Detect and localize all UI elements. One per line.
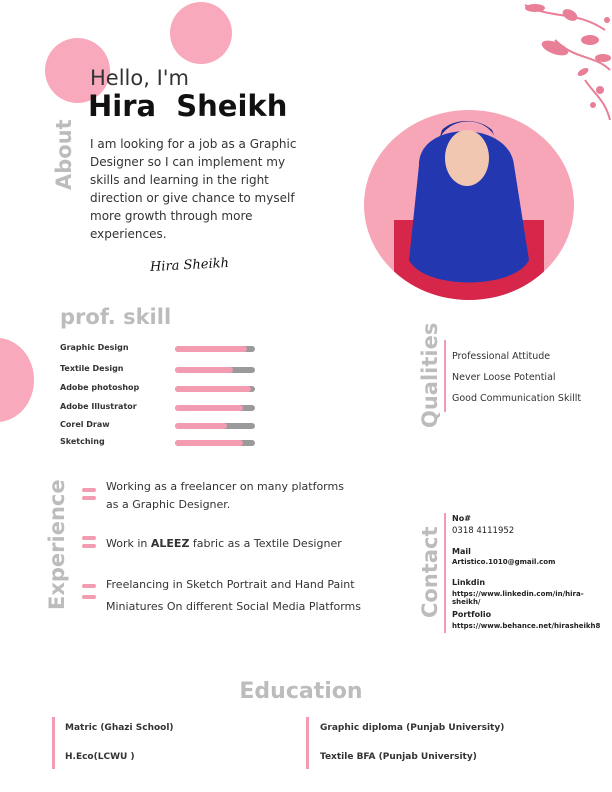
mail-label: Mail: [452, 547, 471, 556]
qualities-label: Qualities: [418, 322, 442, 428]
skill-level-bar: [175, 423, 255, 429]
skill-level-bar: [175, 440, 255, 446]
education-divider: [306, 717, 309, 769]
education-item: H.Eco(LCWU ): [65, 752, 135, 762]
skill-row: [60, 420, 260, 434]
skill-label: Adobe photoshop: [60, 383, 140, 392]
portrait-illustration: [364, 110, 574, 300]
skill-row: [60, 383, 260, 397]
skill-label: Corel Draw: [60, 420, 110, 429]
quality-item: Never Loose Potential: [452, 372, 556, 383]
skill-level-fill: [175, 405, 243, 411]
decor-circle-left: [0, 338, 34, 422]
qualities-divider: [444, 340, 446, 412]
experience-item-1: Working as a freelancer on many platforms as a Graphic Designer.: [106, 480, 344, 511]
education-item: Graphic diploma (Punjab University): [320, 723, 505, 733]
quality-item: Professional Attitude: [452, 351, 551, 362]
quality-item: Good Communication Skillt: [452, 393, 582, 404]
contact-label: Contact: [418, 526, 442, 618]
skill-row: [60, 437, 260, 451]
skill-row: [60, 343, 260, 357]
floral-ornament: [515, 0, 612, 135]
skill-label: Graphic Design: [60, 343, 129, 352]
education-item: Matric (Ghazi School): [65, 723, 174, 733]
education-title: Education: [239, 679, 363, 704]
linkedin-label: Linkdin: [452, 578, 486, 587]
skill-row: [60, 364, 260, 378]
skill-level-bar: [175, 386, 255, 392]
skill-level-fill: [175, 440, 243, 446]
portfolio-link[interactable]: https://www.behance.net/hirasheikh8: [452, 622, 601, 630]
education-divider: [52, 717, 55, 769]
experience-bullet: [82, 584, 96, 588]
skill-row: [60, 402, 260, 416]
skill-label: Textile Design: [60, 364, 124, 373]
linkedin-link[interactable]: https://www.linkedin.com/in/hira-sheikh/: [452, 590, 584, 606]
page-title: Hira Sheikh: [88, 89, 288, 123]
skill-level-fill: [175, 423, 227, 429]
skill-level-fill: [175, 346, 247, 352]
profile-photo: [364, 110, 574, 300]
portfolio-label: Portfolio: [452, 610, 492, 619]
experience-bullet: [82, 488, 96, 492]
skill-label: Sketching: [60, 437, 105, 446]
experience-bullet: [82, 496, 96, 500]
skill-level-bar: [175, 367, 255, 373]
experience-item-3: Freelancing in Sketch Portrait and Hand Paint Miniatures On different Social Media Platforms: [106, 578, 361, 613]
skills-title: prof. skill: [60, 305, 172, 329]
education-item: Textile BFA (Punjab University): [320, 752, 477, 762]
signature: Hira Sheikh: [149, 255, 230, 276]
phone-value: 0318 4111952: [452, 526, 515, 536]
contact-divider: [444, 513, 446, 633]
mail-link[interactable]: Artistico.1010@gmail.com: [452, 558, 556, 566]
phone-label: No#: [452, 514, 471, 523]
skill-label: Adobe Illustrator: [60, 402, 137, 411]
skill-level-bar: [175, 405, 255, 411]
greeting: Hello, I'm: [90, 66, 190, 90]
skill-level-bar: [175, 346, 255, 352]
experience-label: Experience: [45, 479, 69, 610]
experience-bullet: [82, 536, 96, 540]
decor-circle-top: [170, 2, 232, 64]
experience-bullet: [82, 544, 96, 548]
experience-bullet: [82, 595, 96, 599]
about-text: I am looking for a job as a Graphic Designer so I can implement my skills and learning in the right direction or give chance to myself more growth through more experiences.: [90, 137, 297, 241]
skill-level-fill: [175, 386, 251, 392]
experience-item-2: Work in ALEEZ fabric as a Textile Designer: [106, 537, 342, 550]
skill-level-fill: [175, 367, 233, 373]
about-label: About: [52, 119, 76, 190]
